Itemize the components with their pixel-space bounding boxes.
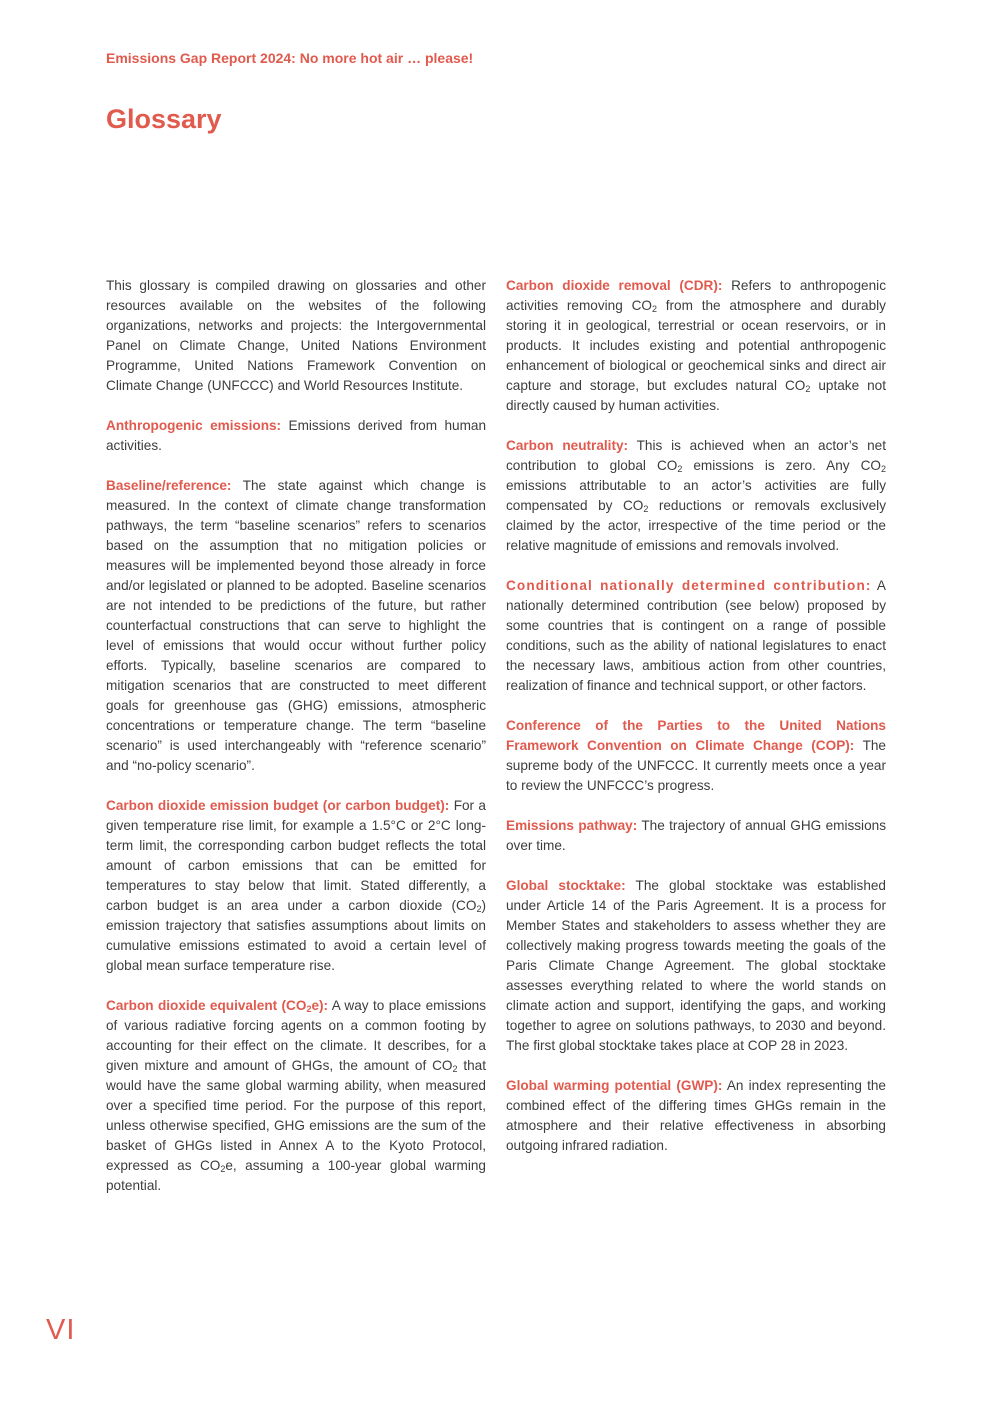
glossary-entry-carbon-budget: [106, 796, 486, 976]
glossary-definition: Emissions derived from human activities.: [106, 418, 487, 453]
subscript: 2: [651, 304, 657, 314]
glossary-term: Conditional nationally determined contribution:: [506, 578, 872, 593]
glossary-entry-cdr: [506, 276, 886, 416]
subscript: 2: [220, 1164, 226, 1174]
glossary-definition: reductions or removals exclusively claimed by the actor, irrespective of the time period or the relative magnitude of emissions and removals involved.: [506, 498, 886, 553]
glossary-column-left: [106, 276, 486, 1216]
glossary-entry-carbon-neutrality: [506, 436, 886, 556]
glossary-intro: This glossary is compiled drawing on glossaries and other resources available on the websites of the following organizations, networks and projects: the Intergovernmental Panel on Climate Change, United Nations Environment Programme, United Nations Framework Convention on Climate Change (UNFCCC) and World Resources Institute.: [106, 278, 486, 393]
glossary-definition: ) emission trajectory that satisfies assumptions about limits on cumulative emissions estimated to avoid a certain level of global mean surface temperature rise.: [106, 898, 486, 973]
glossary-term: Baseline/reference:: [106, 478, 232, 493]
glossary-entry-baseline: [106, 476, 486, 776]
page-number: VI: [46, 1314, 76, 1346]
glossary-definition: An index representing the combined effect of the differing times GHGs remain in the atmosphere and their relative effectiveness in absorbing outgoing infrared radiation.: [506, 1078, 886, 1153]
glossary-definition: The state against which change is measured. In the context of climate change transformation pathways, the term “baseline scenarios” refers to scenarios based on the assumption that no mitigation policies or measures will be implemented beyond those already in force and/or legislated or planned to be adopted. Baseline scenarios are not intended to be predictions of the future, but rather counterfactual constructions that can serve to highlight the level of emissions that would occur without further policy efforts. Typically, baseline scenarios are compared to mitigation scenarios that are constructed to meet different goals for greenhouse gas (GHG) emissions, atmospheric concentrations or temperature change. The term “baseline scenario” is used interchangeably with “reference scenario” and “no-policy scenario”.: [106, 478, 486, 773]
glossary-term: Carbon dioxide removal (CDR):: [506, 278, 723, 293]
subscript: 2: [476, 904, 482, 914]
glossary-entry-conditional-ndc: [506, 576, 886, 696]
glossary-term: Anthropogenic emissions:: [106, 418, 282, 433]
subscript: 2: [306, 1004, 312, 1014]
glossary-definition: This is achieved when an actor’s net contribution to global CO: [506, 438, 886, 473]
glossary-term: Emissions pathway:: [506, 818, 638, 833]
glossary-term: Conference of the Parties to the United Nations Framework Convention on Climate Change (COP):: [506, 718, 886, 753]
glossary-entry-global-stocktake: [506, 876, 886, 1056]
glossary-definition: For a given temperature rise limit, for example a 1.5°C or 2°C long-term limit, the corresponding carbon budget reflects the total amount of carbon emissions that can be emitted for temperatures to stay below that limit. Stated differently, a carbon budget is an area under a carbon dioxide (CO: [106, 798, 486, 913]
subscript: 2: [452, 1064, 458, 1074]
subscript: 2: [677, 464, 683, 474]
page-title: Glossary: [106, 104, 222, 134]
subscript: 2: [643, 504, 649, 514]
glossary-term: Carbon dioxide emission budget (or carbon budget):: [106, 798, 450, 813]
glossary-entry-cop: [506, 716, 886, 796]
glossary-column-right: [506, 276, 886, 1176]
subscript: 2: [805, 384, 811, 394]
glossary-entry-emissions-pathway: [506, 816, 886, 856]
glossary-definition: uptake not directly caused by human activities.: [506, 378, 886, 413]
glossary-term: [106, 998, 328, 1013]
glossary-definition: e, assuming a 100-year global warming potential.: [106, 1158, 486, 1193]
glossary-entry-co2-equivalent: [106, 996, 486, 1196]
glossary-entry-anthropogenic-emissions: [106, 416, 486, 456]
glossary-definition: emissions attributable to an actor’s activities are fully compensated by CO: [506, 478, 886, 513]
glossary-definition: emissions is zero. Any CO: [682, 458, 881, 473]
glossary-term: Carbon neutrality:: [506, 438, 629, 453]
glossary-definition: A way to place emissions of various radiative forcing agents on a common footing by accounting for their effect on the climate. It describes, for a given mixture and amount of GHGs, the amount of CO: [106, 998, 487, 1073]
glossary-definition: The supreme body of the UNFCCC. It currently meets once a year to review the UNFCCC’s progress.: [506, 738, 886, 793]
glossary-term: Global warming potential (GWP):: [506, 1078, 723, 1093]
glossary-term: Global stocktake:: [506, 878, 626, 893]
glossary-definition: that would have the same global warming ability, when measured over a specified time period. For the purpose of this report, unless otherwise specified, GHG emissions are the sum of the basket of GHGs listed in Annex A to the Kyoto Protocol, expressed as CO: [106, 1058, 486, 1173]
glossary-definition: from the atmosphere and durably storing it in geological, terrestrial or ocean reservoirs, or in products. It includes existing and potential anthropogenic enhancement of biological or geochemical sinks and direct air capture and storage, but excludes natural CO: [506, 298, 886, 393]
glossary-definition: Refers to anthropogenic activities removing CO: [506, 278, 886, 313]
glossary-definition: A nationally determined contribution (see below) proposed by some countries that is contingent on a range of possible conditions, such as the ability of national legislatures to enact the necessary laws, ambitious action from other countries, realization of finance and technical support, or other factors.: [506, 578, 886, 693]
term-part: Carbon dioxide equivalent (CO: [106, 998, 307, 1013]
glossary-entry-gwp: [506, 1076, 886, 1156]
glossary-definition: The trajectory of annual GHG emissions over time.: [506, 818, 886, 853]
glossary-definition: The global stocktake was established under Article 14 of the Paris Agreement. It is a process for Member States and stakeholders to assess whether they are collectively making progress towards meeting the goals of the Paris Climate Change Agreement. The global stocktake assesses everything related to where the world stands on climate action and support, identifying the gaps, and working together to agree on solutions pathways, to 2030 and beyond. The first global stocktake takes place at COP 28 in 2023.: [506, 878, 886, 1053]
running-header: Emissions Gap Report 2024: No more hot air … please!: [106, 50, 474, 66]
subscript: 2: [880, 464, 886, 474]
term-part: e):: [311, 998, 329, 1013]
